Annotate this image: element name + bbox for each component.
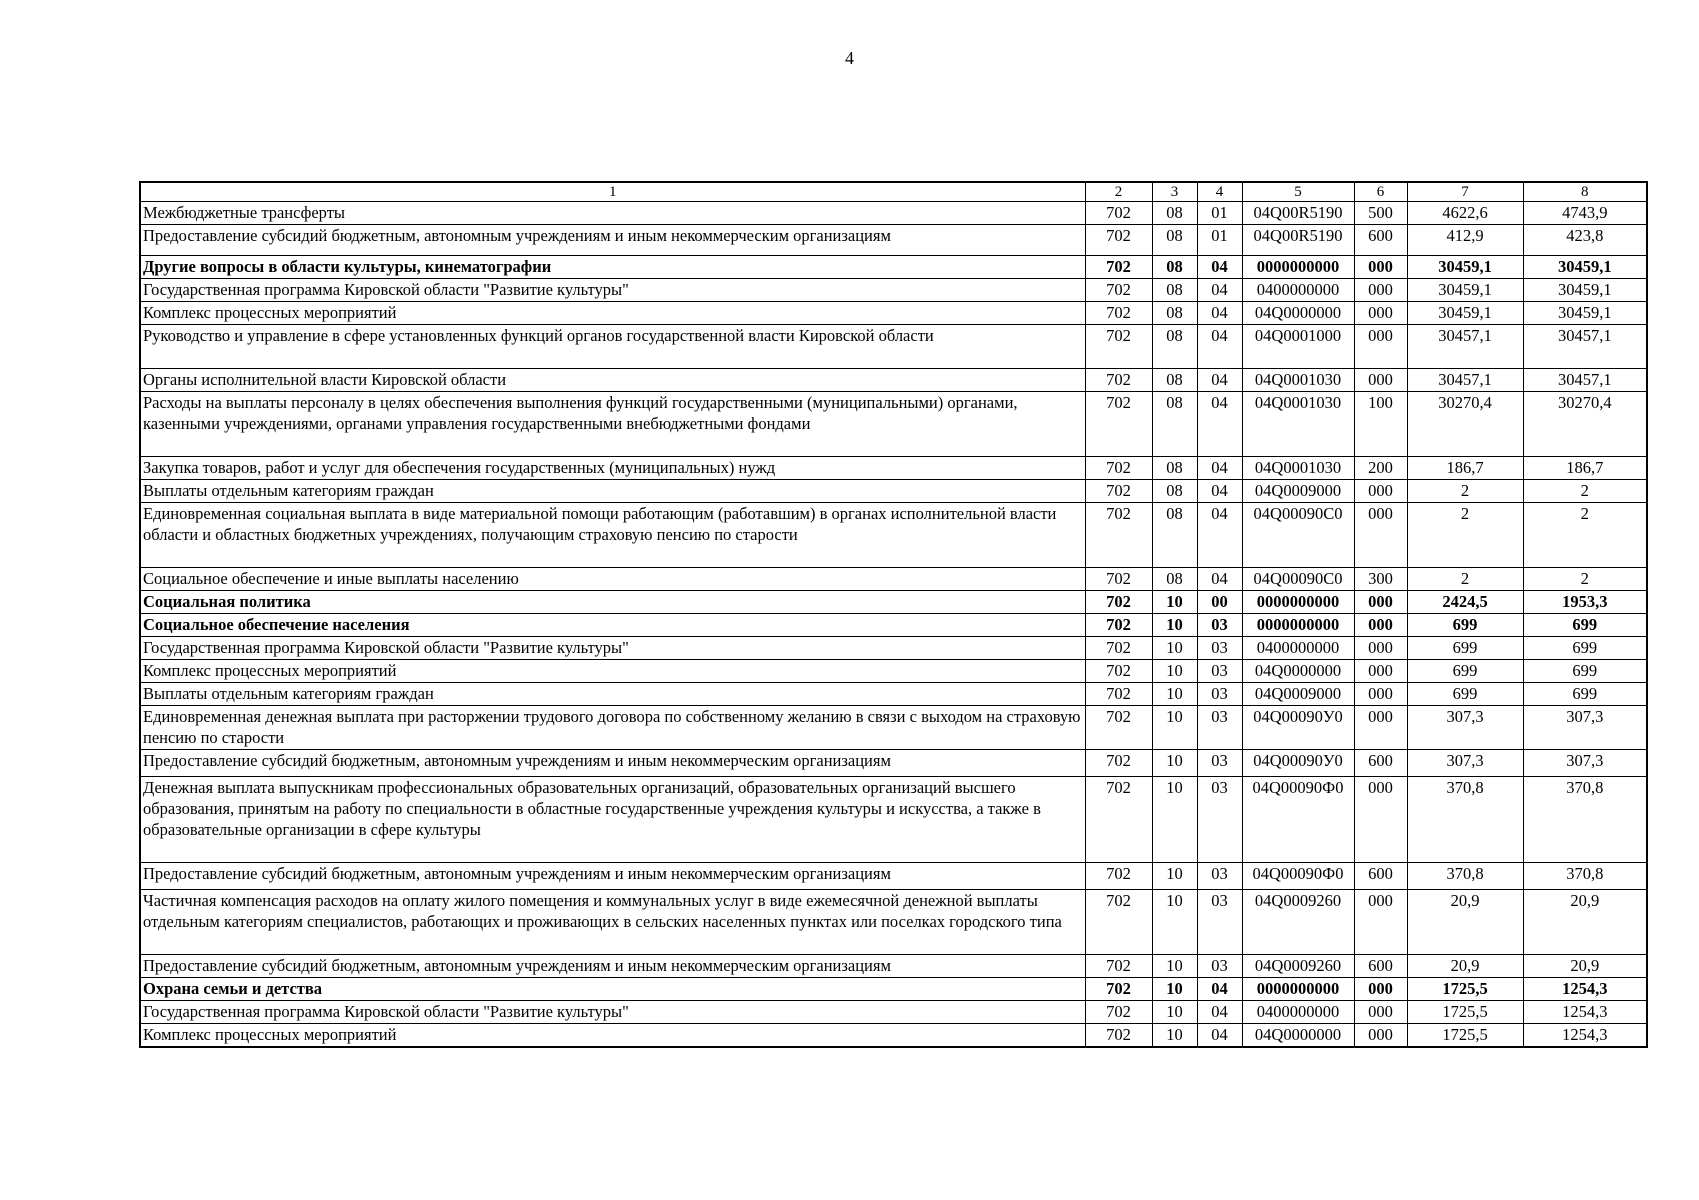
target-article-cell: 04Q0009260 [1242, 955, 1354, 978]
table-row [140, 591, 1647, 614]
amount-year2-cell: 699 [1523, 637, 1647, 660]
row-name-cell: Органы исполнительной власти Кировской области [140, 369, 1085, 392]
amount-year1-cell: 370,8 [1407, 777, 1523, 863]
subsection-cell: 04 [1197, 1024, 1242, 1047]
rzpr-code-cell: 702 [1085, 1024, 1152, 1047]
amount-year2-cell: 30270,4 [1523, 392, 1647, 457]
amount-year1-cell: 699 [1407, 637, 1523, 660]
table-row [140, 890, 1647, 955]
expense-type-cell: 000 [1354, 614, 1407, 637]
row-name-cell: Выплаты отдельным категориям граждан [140, 480, 1085, 503]
expense-type-cell: 000 [1354, 1024, 1407, 1047]
table-row [140, 660, 1647, 683]
amount-year2-cell: 699 [1523, 614, 1647, 637]
rzpr-code-cell: 702 [1085, 392, 1152, 457]
amount-year1-cell: 699 [1407, 683, 1523, 706]
page-number: 4 [845, 48, 854, 68]
rzpr-code-cell: 702 [1085, 890, 1152, 955]
amount-year2-cell: 307,3 [1523, 706, 1647, 750]
expense-type-cell: 600 [1354, 955, 1407, 978]
row-name-cell: Закупка товаров, работ и услуг для обеспечения государственных (муниципальных) нужд [140, 457, 1085, 480]
target-article-cell: 0000000000 [1242, 256, 1354, 279]
rzpr-code-cell: 702 [1085, 202, 1152, 225]
subsection-cell: 01 [1197, 202, 1242, 225]
column-header-6: 6 [1354, 182, 1407, 202]
section-cell: 10 [1152, 955, 1197, 978]
budget-table [139, 181, 1648, 1048]
table-header-row [140, 182, 1647, 202]
amount-year1-cell: 412,9 [1407, 225, 1523, 256]
section-cell: 10 [1152, 1024, 1197, 1047]
table-body [140, 202, 1647, 1047]
target-article-cell: 04Q0000000 [1242, 302, 1354, 325]
column-header-1: 1 [140, 182, 1085, 202]
table-row [140, 202, 1647, 225]
amount-year1-cell: 4622,6 [1407, 202, 1523, 225]
column-header-4: 4 [1197, 182, 1242, 202]
subsection-cell: 04 [1197, 457, 1242, 480]
subsection-cell: 03 [1197, 683, 1242, 706]
amount-year2-cell: 2 [1523, 503, 1647, 568]
table-row [140, 392, 1647, 457]
row-name-cell: Единовременная социальная выплата в виде материальной помощи работающим (работавшим) в органах исполнительной власти области и областных бюджетных учреждениях, получающим страховую пенсию по старости [140, 503, 1085, 568]
expense-type-cell: 000 [1354, 302, 1407, 325]
amount-year2-cell: 1254,3 [1523, 1024, 1647, 1047]
table-row [140, 614, 1647, 637]
amount-year2-cell: 30459,1 [1523, 256, 1647, 279]
table-row [140, 683, 1647, 706]
target-article-cell: 04Q00090С0 [1242, 568, 1354, 591]
amount-year1-cell: 699 [1407, 660, 1523, 683]
table-row [140, 978, 1647, 1001]
amount-year2-cell: 1254,3 [1523, 1001, 1647, 1024]
rzpr-code-cell: 702 [1085, 706, 1152, 750]
subsection-cell: 03 [1197, 750, 1242, 777]
rzpr-code-cell: 702 [1085, 591, 1152, 614]
rzpr-code-cell: 702 [1085, 660, 1152, 683]
amount-year1-cell: 2424,5 [1407, 591, 1523, 614]
target-article-cell: 04Q00090У0 [1242, 706, 1354, 750]
section-cell: 08 [1152, 202, 1197, 225]
expense-type-cell: 000 [1354, 256, 1407, 279]
column-header-2: 2 [1085, 182, 1152, 202]
amount-year1-cell: 699 [1407, 614, 1523, 637]
target-article-cell: 0400000000 [1242, 279, 1354, 302]
amount-year2-cell: 20,9 [1523, 955, 1647, 978]
amount-year2-cell: 423,8 [1523, 225, 1647, 256]
target-article-cell: 04Q0009000 [1242, 683, 1354, 706]
expense-type-cell: 000 [1354, 480, 1407, 503]
expense-type-cell: 300 [1354, 568, 1407, 591]
subsection-cell: 04 [1197, 978, 1242, 1001]
section-cell: 08 [1152, 503, 1197, 568]
table-row [140, 1001, 1647, 1024]
rzpr-code-cell: 702 [1085, 1001, 1152, 1024]
target-article-cell: 04Q00R5190 [1242, 225, 1354, 256]
subsection-cell: 01 [1197, 225, 1242, 256]
subsection-cell: 04 [1197, 1001, 1242, 1024]
rzpr-code-cell: 702 [1085, 369, 1152, 392]
target-article-cell: 0000000000 [1242, 591, 1354, 614]
column-header-8: 8 [1523, 182, 1647, 202]
expense-type-cell: 000 [1354, 325, 1407, 369]
amount-year1-cell: 186,7 [1407, 457, 1523, 480]
table-row [140, 777, 1647, 863]
section-cell: 08 [1152, 369, 1197, 392]
amount-year2-cell: 30457,1 [1523, 369, 1647, 392]
table-row [140, 279, 1647, 302]
row-name-cell: Социальное обеспечение населения [140, 614, 1085, 637]
subsection-cell: 03 [1197, 955, 1242, 978]
amount-year1-cell: 30457,1 [1407, 325, 1523, 369]
section-cell: 08 [1152, 302, 1197, 325]
table-row [140, 225, 1647, 256]
amount-year2-cell: 2 [1523, 480, 1647, 503]
rzpr-code-cell: 702 [1085, 683, 1152, 706]
expense-type-cell: 000 [1354, 279, 1407, 302]
subsection-cell: 04 [1197, 480, 1242, 503]
row-name-cell: Комплекс процессных мероприятий [140, 302, 1085, 325]
amount-year2-cell: 370,8 [1523, 863, 1647, 890]
subsection-cell: 04 [1197, 503, 1242, 568]
target-article-cell: 04Q00090У0 [1242, 750, 1354, 777]
rzpr-code-cell: 702 [1085, 614, 1152, 637]
target-article-cell: 04Q00090Ф0 [1242, 863, 1354, 890]
amount-year1-cell: 2 [1407, 503, 1523, 568]
expense-type-cell: 000 [1354, 978, 1407, 1001]
row-name-cell: Государственная программа Кировской области "Развитие культуры" [140, 637, 1085, 660]
rzpr-code-cell: 702 [1085, 457, 1152, 480]
row-name-cell: Предоставление субсидий бюджетным, автономным учреждениям и иным некоммерческим организациям [140, 225, 1085, 256]
row-name-cell: Комплекс процессных мероприятий [140, 1024, 1085, 1047]
section-cell: 08 [1152, 480, 1197, 503]
amount-year1-cell: 307,3 [1407, 706, 1523, 750]
amount-year1-cell: 307,3 [1407, 750, 1523, 777]
row-name-cell: Социальное обеспечение и иные выплаты населению [140, 568, 1085, 591]
section-cell: 08 [1152, 568, 1197, 591]
table-row [140, 955, 1647, 978]
rzpr-code-cell: 702 [1085, 279, 1152, 302]
rzpr-code-cell: 702 [1085, 325, 1152, 369]
table-row [140, 256, 1647, 279]
section-cell: 10 [1152, 978, 1197, 1001]
target-article-cell: 04Q0001030 [1242, 457, 1354, 480]
table-row [140, 457, 1647, 480]
subsection-cell: 04 [1197, 369, 1242, 392]
row-name-cell: Социальная политика [140, 591, 1085, 614]
row-name-cell: Частичная компенсация расходов на оплату жилого помещения и коммунальных услуг в виде ежемесячной денежной выплаты отдельным категориям специалистов, работающих и проживающих в сельских населенных пунктах или поселках городского типа [140, 890, 1085, 955]
expense-type-cell: 000 [1354, 777, 1407, 863]
amount-year1-cell: 30459,1 [1407, 256, 1523, 279]
subsection-cell: 04 [1197, 302, 1242, 325]
amount-year1-cell: 20,9 [1407, 890, 1523, 955]
rzpr-code-cell: 702 [1085, 256, 1152, 279]
table-row [140, 325, 1647, 369]
row-name-cell: Государственная программа Кировской области "Развитие культуры" [140, 1001, 1085, 1024]
column-header-7: 7 [1407, 182, 1523, 202]
expense-type-cell: 000 [1354, 369, 1407, 392]
rzpr-code-cell: 702 [1085, 568, 1152, 591]
amount-year1-cell: 30459,1 [1407, 302, 1523, 325]
section-cell: 10 [1152, 1001, 1197, 1024]
amount-year2-cell: 30459,1 [1523, 279, 1647, 302]
section-cell: 10 [1152, 890, 1197, 955]
row-name-cell: Государственная программа Кировской области "Развитие культуры" [140, 279, 1085, 302]
expense-type-cell: 100 [1354, 392, 1407, 457]
amount-year1-cell: 20,9 [1407, 955, 1523, 978]
target-article-cell: 04Q0001030 [1242, 369, 1354, 392]
table-row [140, 750, 1647, 777]
subsection-cell: 03 [1197, 637, 1242, 660]
amount-year1-cell: 2 [1407, 568, 1523, 591]
expense-type-cell: 000 [1354, 706, 1407, 750]
target-article-cell: 0400000000 [1242, 637, 1354, 660]
amount-year2-cell: 1254,3 [1523, 978, 1647, 1001]
amount-year2-cell: 186,7 [1523, 457, 1647, 480]
table-row [140, 1024, 1647, 1047]
amount-year2-cell: 370,8 [1523, 777, 1647, 863]
expense-type-cell: 000 [1354, 890, 1407, 955]
amount-year1-cell: 2 [1407, 480, 1523, 503]
row-name-cell: Предоставление субсидий бюджетным, автономным учреждениям и иным некоммерческим организациям [140, 863, 1085, 890]
table-row [140, 480, 1647, 503]
column-header-3: 3 [1152, 182, 1197, 202]
rzpr-code-cell: 702 [1085, 225, 1152, 256]
section-cell: 10 [1152, 706, 1197, 750]
amount-year2-cell: 4743,9 [1523, 202, 1647, 225]
row-name-cell: Охрана семьи и детства [140, 978, 1085, 1001]
rzpr-code-cell: 702 [1085, 777, 1152, 863]
subsection-cell: 03 [1197, 863, 1242, 890]
amount-year1-cell: 370,8 [1407, 863, 1523, 890]
subsection-cell: 04 [1197, 279, 1242, 302]
table-row [140, 637, 1647, 660]
row-name-cell: Руководство и управление в сфере установленных функций органов государственной власти Кировской области [140, 325, 1085, 369]
expense-type-cell: 600 [1354, 225, 1407, 256]
rzpr-code-cell: 702 [1085, 955, 1152, 978]
expense-type-cell: 000 [1354, 591, 1407, 614]
subsection-cell: 04 [1197, 392, 1242, 457]
table-row [140, 706, 1647, 750]
target-article-cell: 04Q0009260 [1242, 890, 1354, 955]
section-cell: 10 [1152, 614, 1197, 637]
amount-year2-cell: 307,3 [1523, 750, 1647, 777]
section-cell: 10 [1152, 750, 1197, 777]
amount-year1-cell: 30457,1 [1407, 369, 1523, 392]
target-article-cell: 0000000000 [1242, 614, 1354, 637]
expense-type-cell: 000 [1354, 660, 1407, 683]
subsection-cell: 03 [1197, 890, 1242, 955]
subsection-cell: 00 [1197, 591, 1242, 614]
expense-type-cell: 000 [1354, 683, 1407, 706]
rzpr-code-cell: 702 [1085, 302, 1152, 325]
rzpr-code-cell: 702 [1085, 480, 1152, 503]
target-article-cell: 04Q00090С0 [1242, 503, 1354, 568]
amount-year2-cell: 2 [1523, 568, 1647, 591]
table-row [140, 863, 1647, 890]
expense-type-cell: 500 [1354, 202, 1407, 225]
expense-type-cell: 600 [1354, 863, 1407, 890]
row-name-cell: Выплаты отдельным категориям граждан [140, 683, 1085, 706]
row-name-cell: Предоставление субсидий бюджетным, автономным учреждениям и иным некоммерческим организациям [140, 955, 1085, 978]
amount-year1-cell: 30270,4 [1407, 392, 1523, 457]
subsection-cell: 03 [1197, 660, 1242, 683]
row-name-cell: Другие вопросы в области культуры, кинематографии [140, 256, 1085, 279]
table-row [140, 302, 1647, 325]
amount-year1-cell: 1725,5 [1407, 1024, 1523, 1047]
section-cell: 08 [1152, 392, 1197, 457]
subsection-cell: 04 [1197, 568, 1242, 591]
section-cell: 08 [1152, 256, 1197, 279]
amount-year2-cell: 30459,1 [1523, 302, 1647, 325]
section-cell: 10 [1152, 863, 1197, 890]
target-article-cell: 04Q00R5190 [1242, 202, 1354, 225]
amount-year2-cell: 699 [1523, 660, 1647, 683]
section-cell: 10 [1152, 591, 1197, 614]
subsection-cell: 04 [1197, 325, 1242, 369]
target-article-cell: 0400000000 [1242, 1001, 1354, 1024]
table-row [140, 568, 1647, 591]
amount-year2-cell: 20,9 [1523, 890, 1647, 955]
amount-year2-cell: 30457,1 [1523, 325, 1647, 369]
section-cell: 08 [1152, 279, 1197, 302]
rzpr-code-cell: 702 [1085, 863, 1152, 890]
subsection-cell: 03 [1197, 706, 1242, 750]
expense-type-cell: 200 [1354, 457, 1407, 480]
expense-type-cell: 000 [1354, 1001, 1407, 1024]
target-article-cell: 04Q0009000 [1242, 480, 1354, 503]
target-article-cell: 04Q0001030 [1242, 392, 1354, 457]
target-article-cell: 04Q00090Ф0 [1242, 777, 1354, 863]
target-article-cell: 0000000000 [1242, 978, 1354, 1001]
column-header-5: 5 [1242, 182, 1354, 202]
rzpr-code-cell: 702 [1085, 503, 1152, 568]
row-name-cell: Денежная выплата выпускникам профессиональных образовательных организаций, образовательных организаций высшего образования, принятым на работу по специальности в областные государственные учреждения культуры и искусства, а также в образовательные организации в сфере культуры [140, 777, 1085, 863]
row-name-cell: Расходы на выплаты персоналу в целях обеспечения выполнения функций государственными (муниципальными) органами, казенными учреждениями, органами управления государственными внебюджетными фондами [140, 392, 1085, 457]
expense-type-cell: 000 [1354, 503, 1407, 568]
amount-year1-cell: 1725,5 [1407, 1001, 1523, 1024]
section-cell: 08 [1152, 457, 1197, 480]
expense-type-cell: 000 [1354, 637, 1407, 660]
amount-year2-cell: 1953,3 [1523, 591, 1647, 614]
section-cell: 08 [1152, 325, 1197, 369]
expense-type-cell: 600 [1354, 750, 1407, 777]
subsection-cell: 04 [1197, 256, 1242, 279]
section-cell: 10 [1152, 637, 1197, 660]
section-cell: 10 [1152, 683, 1197, 706]
row-name-cell: Межбюджетные трансферты [140, 202, 1085, 225]
table-row [140, 503, 1647, 568]
rzpr-code-cell: 702 [1085, 978, 1152, 1001]
subsection-cell: 03 [1197, 777, 1242, 863]
amount-year1-cell: 30459,1 [1407, 279, 1523, 302]
target-article-cell: 04Q0000000 [1242, 1024, 1354, 1047]
amount-year2-cell: 699 [1523, 683, 1647, 706]
rzpr-code-cell: 702 [1085, 637, 1152, 660]
subsection-cell: 03 [1197, 614, 1242, 637]
target-article-cell: 04Q0000000 [1242, 660, 1354, 683]
row-name-cell: Предоставление субсидий бюджетным, автономным учреждениям и иным некоммерческим организациям [140, 750, 1085, 777]
section-cell: 10 [1152, 660, 1197, 683]
table-row [140, 369, 1647, 392]
row-name-cell: Комплекс процессных мероприятий [140, 660, 1085, 683]
target-article-cell: 04Q0001000 [1242, 325, 1354, 369]
section-cell: 08 [1152, 225, 1197, 256]
row-name-cell: Единовременная денежная выплата при расторжении трудового договора по собственному желанию в связи с выходом на страховую пенсию по старости [140, 706, 1085, 750]
rzpr-code-cell: 702 [1085, 750, 1152, 777]
amount-year1-cell: 1725,5 [1407, 978, 1523, 1001]
section-cell: 10 [1152, 777, 1197, 863]
